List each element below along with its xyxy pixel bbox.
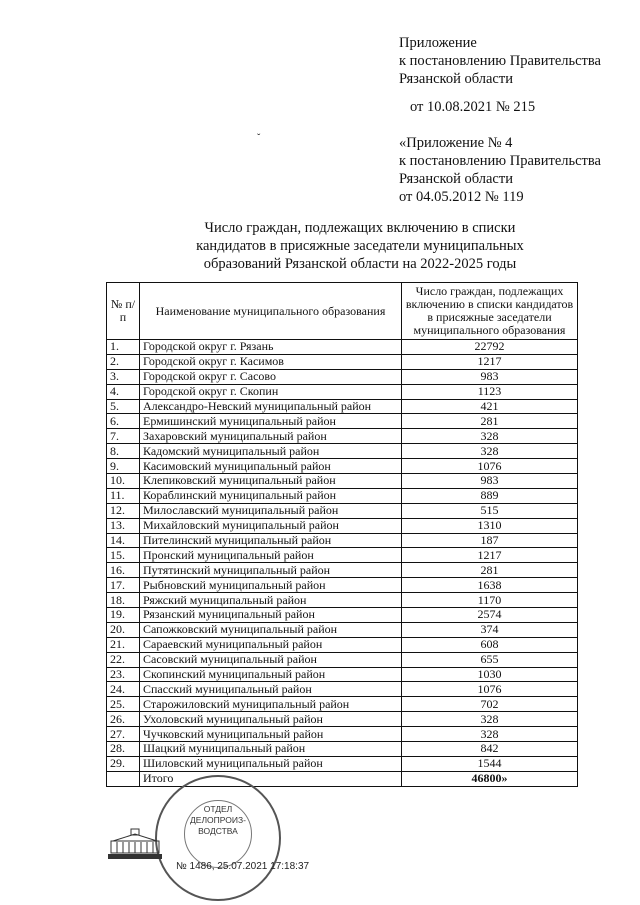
table-row [107, 354, 578, 369]
municipalities-table [106, 282, 578, 787]
row-num: 21. [107, 637, 140, 652]
row-name: Михайловский муниципальный район [140, 518, 402, 533]
row-count: 328 [402, 727, 578, 742]
row-num: 12. [107, 503, 140, 518]
header-line-3: Рязанской области [399, 71, 513, 87]
government-building-icon [107, 827, 163, 861]
row-name: Путятинский муниципальный район [140, 563, 402, 578]
row-count: 1076 [402, 682, 578, 697]
row-count: 655 [402, 652, 578, 667]
row-name: Кораблинский муниципальный район [140, 488, 402, 503]
row-name: Сапожковский муниципальный район [140, 622, 402, 637]
table-row [107, 608, 578, 623]
row-name: Клепиковский муниципальный район [140, 474, 402, 489]
row-num: 17. [107, 578, 140, 593]
header-line-2: к постановлению Правительства [399, 53, 601, 69]
table-row [107, 712, 578, 727]
row-count: 2574 [402, 608, 578, 623]
header-line-6: к постановлению Правительства [399, 153, 601, 169]
stamp-line-2: ДЕЛОПРОИЗ- [190, 815, 246, 825]
row-name: Сасовский муниципальный район [140, 652, 402, 667]
row-num: 11. [107, 488, 140, 503]
row-name: Касимовский муниципальный район [140, 459, 402, 474]
table-row [107, 414, 578, 429]
table-row [107, 384, 578, 399]
header-line-7: Рязанской области [399, 171, 513, 187]
table-row [107, 518, 578, 533]
table-row [107, 474, 578, 489]
row-count: 1217 [402, 548, 578, 563]
row-num: 7. [107, 429, 140, 444]
table-row [107, 756, 578, 771]
row-name: Ряжский муниципальный район [140, 593, 402, 608]
row-count: 1217 [402, 354, 578, 369]
table-row [107, 533, 578, 548]
row-name: Милославский муниципальный район [140, 503, 402, 518]
row-count: 1170 [402, 593, 578, 608]
row-name: Городской округ г. Сасово [140, 369, 402, 384]
document-title [150, 219, 570, 273]
stamp-line-3: ВОДСТВА [198, 826, 238, 836]
row-num: 24. [107, 682, 140, 697]
row-num: 5. [107, 399, 140, 414]
total-empty-cell [107, 771, 140, 786]
col-header-name: Наименование муниципального образования [140, 283, 402, 340]
row-count: 842 [402, 742, 578, 757]
table-total-row [107, 771, 578, 786]
row-num: 14. [107, 533, 140, 548]
row-name: Городской округ г. Касимов [140, 354, 402, 369]
row-count: 889 [402, 488, 578, 503]
row-num: 8. [107, 444, 140, 459]
row-count: 22792 [402, 340, 578, 355]
table-row [107, 399, 578, 414]
row-num: 13. [107, 518, 140, 533]
row-num: 6. [107, 414, 140, 429]
row-name: Ермишинский муниципальный район [140, 414, 402, 429]
table-row [107, 593, 578, 608]
table-row [107, 682, 578, 697]
table-body [107, 340, 578, 772]
table-row [107, 637, 578, 652]
row-name: Пителинский муниципальный район [140, 533, 402, 548]
table-row [107, 622, 578, 637]
table-row [107, 563, 578, 578]
row-name: Рязанский муниципальный район [140, 608, 402, 623]
row-num: 9. [107, 459, 140, 474]
header-line-5: «Приложение № 4 [399, 135, 513, 151]
row-name: Городской округ г. Рязань [140, 340, 402, 355]
header-date-line: от 10.08.2021 № 215 [410, 99, 536, 115]
row-num: 27. [107, 727, 140, 742]
row-count: 702 [402, 697, 578, 712]
row-count: 328 [402, 444, 578, 459]
stamp-text [186, 804, 250, 837]
table-row [107, 697, 578, 712]
row-num: 15. [107, 548, 140, 563]
row-count: 1638 [402, 578, 578, 593]
row-count: 1030 [402, 667, 578, 682]
row-name: Скопинский муниципальный район [140, 667, 402, 682]
row-name: Чучковский муниципальный район [140, 727, 402, 742]
table-row [107, 459, 578, 474]
row-count: 281 [402, 414, 578, 429]
row-name: Спасский муниципальный район [140, 682, 402, 697]
row-num: 4. [107, 384, 140, 399]
row-num: 10. [107, 474, 140, 489]
row-name: Пронский муниципальный район [140, 548, 402, 563]
title-line-2: кандидатов в присяжные заседатели муниципальных [196, 238, 524, 254]
table-row [107, 667, 578, 682]
row-count: 983 [402, 474, 578, 489]
row-count: 421 [402, 399, 578, 414]
table-row [107, 429, 578, 444]
total-value: 46800» [402, 771, 578, 786]
table-row [107, 503, 578, 518]
col-header-count: Число граждан, подлежащих включению в списки кандидатов в присяжные заседатели муниципального образования [402, 283, 578, 340]
row-num: 25. [107, 697, 140, 712]
row-count: 374 [402, 622, 578, 637]
row-num: 2. [107, 354, 140, 369]
row-num: 1. [107, 340, 140, 355]
row-count: 281 [402, 563, 578, 578]
row-num: 22. [107, 652, 140, 667]
table-row [107, 578, 578, 593]
table-row [107, 652, 578, 667]
row-name: Захаровский муниципальный район [140, 429, 402, 444]
row-count: 187 [402, 533, 578, 548]
col-header-num: № п/п [107, 283, 140, 340]
stray-mark: ˇ [257, 133, 261, 144]
row-num: 28. [107, 742, 140, 757]
table-row [107, 548, 578, 563]
row-num: 16. [107, 563, 140, 578]
row-count: 608 [402, 637, 578, 652]
row-count: 983 [402, 369, 578, 384]
title-line-3: образований Рязанской области на 2022-2025 годы [203, 256, 517, 272]
table-row [107, 742, 578, 757]
row-count: 515 [402, 503, 578, 518]
title-line-1: Число граждан, подлежащих включению в списки [204, 220, 516, 236]
row-count: 1310 [402, 518, 578, 533]
header-line-8: от 04.05.2012 № 119 [399, 189, 524, 205]
row-num: 26. [107, 712, 140, 727]
table-row [107, 488, 578, 503]
row-name: Шацкий муниципальный район [140, 742, 402, 757]
table-row [107, 727, 578, 742]
row-count: 1544 [402, 756, 578, 771]
row-num: 29. [107, 756, 140, 771]
row-name: Старожиловский муниципальный район [140, 697, 402, 712]
row-count: 1123 [402, 384, 578, 399]
total-label: Итого [140, 771, 402, 786]
registration-number: № 1486, 25.07.2021 17:18:37 [176, 861, 310, 872]
row-name: Рыбновский муниципальный район [140, 578, 402, 593]
row-count: 328 [402, 429, 578, 444]
row-num: 23. [107, 667, 140, 682]
row-num: 20. [107, 622, 140, 637]
table-header-row [107, 283, 578, 340]
row-name: Кадомский муниципальный район [140, 444, 402, 459]
row-name: Александро-Невский муниципальный район [140, 399, 402, 414]
row-count: 328 [402, 712, 578, 727]
row-num: 18. [107, 593, 140, 608]
header-line-1: Приложение [399, 35, 477, 51]
table-row [107, 369, 578, 384]
stamp-line-1: ОТДЕЛ [203, 804, 233, 814]
table-row [107, 340, 578, 355]
row-num: 3. [107, 369, 140, 384]
row-count: 1076 [402, 459, 578, 474]
row-name: Ухоловский муниципальный район [140, 712, 402, 727]
row-num: 19. [107, 608, 140, 623]
row-name: Сараевский муниципальный район [140, 637, 402, 652]
row-name: Шиловский муниципальный район [140, 756, 402, 771]
row-name: Городской округ г. Скопин [140, 384, 402, 399]
table-row [107, 444, 578, 459]
